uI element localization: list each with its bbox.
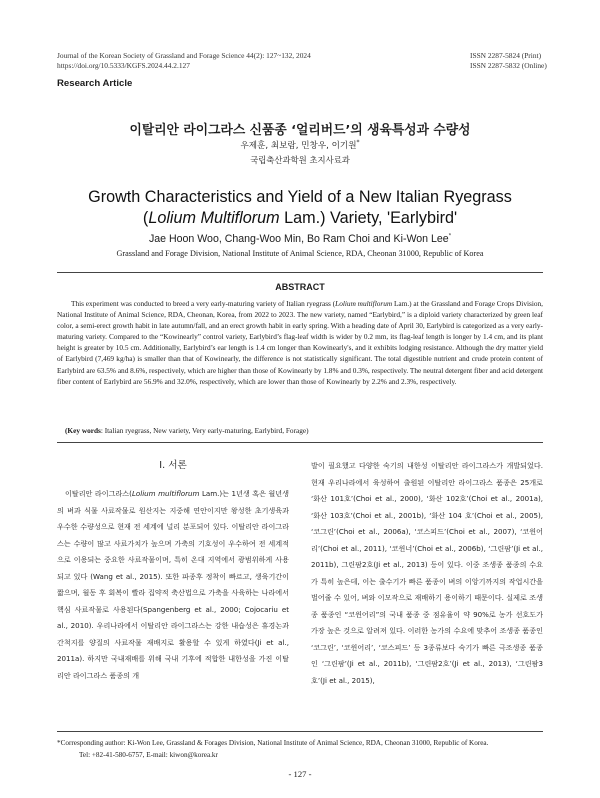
abstract-bottom-rule — [57, 442, 543, 443]
intro-species: Lolium multiflorum — [131, 489, 200, 498]
keywords — [65, 426, 309, 435]
intro-right-column: 발이 필요했고 다양한 숙기의 내한성 이탈리안 라이그라스가 개발되었다. 현재 우리나라에서 육성하여 출원된 이탈리안 라이그라스 품종은 25개로 ‘화산 101호’(Choi et al., 2000), ‘화산 102호’(Choi et al., 2001a), ‘화산 103호’(Choi et al., 2001b), ‘화산 104 호’(Choi et al., 2005), ‘코그린’(Choi et al., 2006a), ‘코스피드’(Choi et al., 2007), ‘코윈어리’(Choi et al., 2011), ‘코윈너’(Choi et al., 2006b), ‘그린팜’(Ji et al., 2011b), 그린팜2호(Ji et al., 2013) 등이 있다. 이중 조생종 품종의 수요가 특히 높은데, 이는 출수기가 빠른 품종이 벼의 이앙기까지의 작업시간을 벌어줄 수 있어, 벼와 이모작으로 재배하기 용이하기 때문이다. 실제로 조생종 품종인 “코윈어리”의 국내 품종 중 점유율이 약 90%로 농가 선호도가 가장 높은 것으로 알려져 있다. 이러한 농가의 수요에 맞추어 조생종 품종인 ‘코그린’, ‘코윈어리’, ‘코스피드’ 등 3종류보다 숙기가 빠른 극조생종 품종인 ‘그린팜’(Ji et al., 2011b), ‘그린팜2호’(Ji et al., 2013), ‘그린팜3호’(Ji et al., 2015), — [311, 461, 543, 685]
title-species: Lolium Multiflorum — [148, 209, 280, 227]
keywords-label: (Key words — [65, 426, 101, 435]
intro-left-column — [57, 486, 289, 684]
section-heading-introduction: Ⅰ. 서론 — [159, 460, 187, 471]
abstract-text-b: Lam.) at the Grassland and Forage Crops Division, National Institute of Animal Science, RDA, Cheonan, Korea, from 2022 to 2023. The new variety, named “Earlybird,” is a diploid variety characterized by green leaf color, a semi-erect growth habit in late autumn/fall, and an erect growth habit in early spring. With a heading date of April 30, Earlybird is categorized as a very early-maturing variety. Compared to the “Kowinearly” control variety, Earlybird’s flag-leaf width is wider by 0.2 mm, its flag-leaf length is longer by 1.4 cm, and its plant height is greater by 10.5 cm. Additionally, Earlybird’s ear length is 1.4 cm longer than Kowinearly's, and it exhibits lodging resistance. Although the dry matter yield of Earlybird (7,469 kg/ha) is smaller than that of Kowinearly, the difference is not statistically significant. The total digestible nutrient and crude protein content of Earlybird are 63.5% and 8.6%, respectively, which are higher than those of Kowinearly by 1.8% and 0.3%, respectively. The neutral detergent fiber and acid detergent fiber content of Earlybird are 56.9% and 32.0%, respectively, which are lower than those of Kowinearly by 2.2% and 2.3%, respectively. — [57, 299, 543, 386]
footnote-contact: Tel: +82-41-580-6757, E-mail: kiwon@korea.kr — [79, 751, 218, 759]
corresponding-mark: * — [356, 139, 360, 147]
abstract-heading: ABSTRACT — [275, 282, 325, 292]
article-type-label: Research Article — [57, 78, 133, 89]
footnote-line1: *Corresponding author: Ki-Won Lee, Grassland & Forages Division, National Institute of Animal Science, RDA, Cheonan 31000, Republic of Korea. — [57, 739, 489, 747]
corresponding-mark-en: * — [448, 233, 452, 240]
abstract-body — [57, 298, 543, 387]
journal-header — [57, 51, 311, 70]
keywords-text: : Italian ryegrass, New variety, Very early-maturing, Earlybird, Forage) — [100, 426, 309, 435]
page-number: - 127 - — [288, 769, 312, 779]
english-title — [0, 187, 600, 229]
english-affiliation: Grassland and Forage Division, National Institute of Animal Science, RDA, Cheonan 31000, Republic of Korea — [116, 249, 484, 258]
issn-online: ISSN 2287-5832 (Online) — [470, 60, 547, 70]
english-title-line2 — [0, 208, 600, 229]
issn-print: ISSN 2287-5824 (Print) — [470, 51, 542, 60]
title-rest: Lam.) Variety, 'Earlybird' — [279, 209, 458, 227]
korean-affiliation: 국립축산과학원 초지사료과 — [250, 155, 350, 165]
english-author-names: Jae Hoon Woo, Chang-Woo Min, Bo Ram Choi and Ki-Won Lee — [148, 233, 449, 245]
korean-title: 이탈리안 라이그라스 신품종 ‘얼리버드’의 생육특성과 수량성 — [129, 123, 471, 138]
abstract-top-rule — [57, 272, 543, 273]
abstract-species: Lolium multiflorum — [335, 299, 393, 308]
correspondence-footnote — [57, 737, 543, 761]
footnote-rule — [57, 731, 543, 732]
abstract-text-a: This experiment was conducted to breed a very early-maturing variety of Italian ryegrass ( — [71, 299, 336, 308]
intro-text-b: Lam.)는 1년생 혹은 월년생의 벼과 식물 사료작물로 원산지는 지중해 연안이지만 왕성한 초기생육과 우수한 수량성으로 현재 전 세계에 널리 분포되어 있다. 이탈리안 라이그라스는 수량이 많고 사료가치가 높으며 가축의 기호성이 우수하여 전 세계적으로 이용되는 중요한 사료작물이며, 특히 온대 지역에서 광범위하게 사용되고 있다 (Wang et al., 2015). 또한 파종후 정착이 빠르고, 생육기간이 짧으며, 월동 후 회복이 빨라 집약적 축산법으로 가축을 사육하는 나라에서 핵심 사료작물로 사용된다(Spangenberg et al., 2000; Cojocariu et al., 2010). 우리나라에서 이탈리안 라이그라스는 강한 내습성은 휴경논과 간척지를 양질의 사료작물 재배지로 활용할 수 있게 하였다(Ji et al., 2011a). 하지만 국내재배를 위해 국내 기후에 적합한 내한성을 가진 이탈리안 라이그라스 품종의 개 — [57, 489, 289, 680]
korean-authors — [0, 139, 600, 151]
journal-citation: Journal of the Korean Society of Grassland and Forage Science 44(2): 127~132, 2024 — [57, 51, 311, 60]
english-title-line1: Growth Characteristics and Yield of a New Italian Ryegrass — [88, 188, 512, 206]
title-paren: ( — [142, 209, 149, 227]
doi-link[interactable]: https://doi.org/10.5333/KGFS.2024.44.2.127 — [57, 60, 190, 70]
intro-text-a: 이탈리안 라이그라스( — [65, 489, 132, 498]
issn-block — [470, 51, 546, 70]
english-authors — [0, 233, 600, 245]
korean-author-names: 우제훈, 최보람, 민창우, 이기원 — [240, 141, 357, 151]
